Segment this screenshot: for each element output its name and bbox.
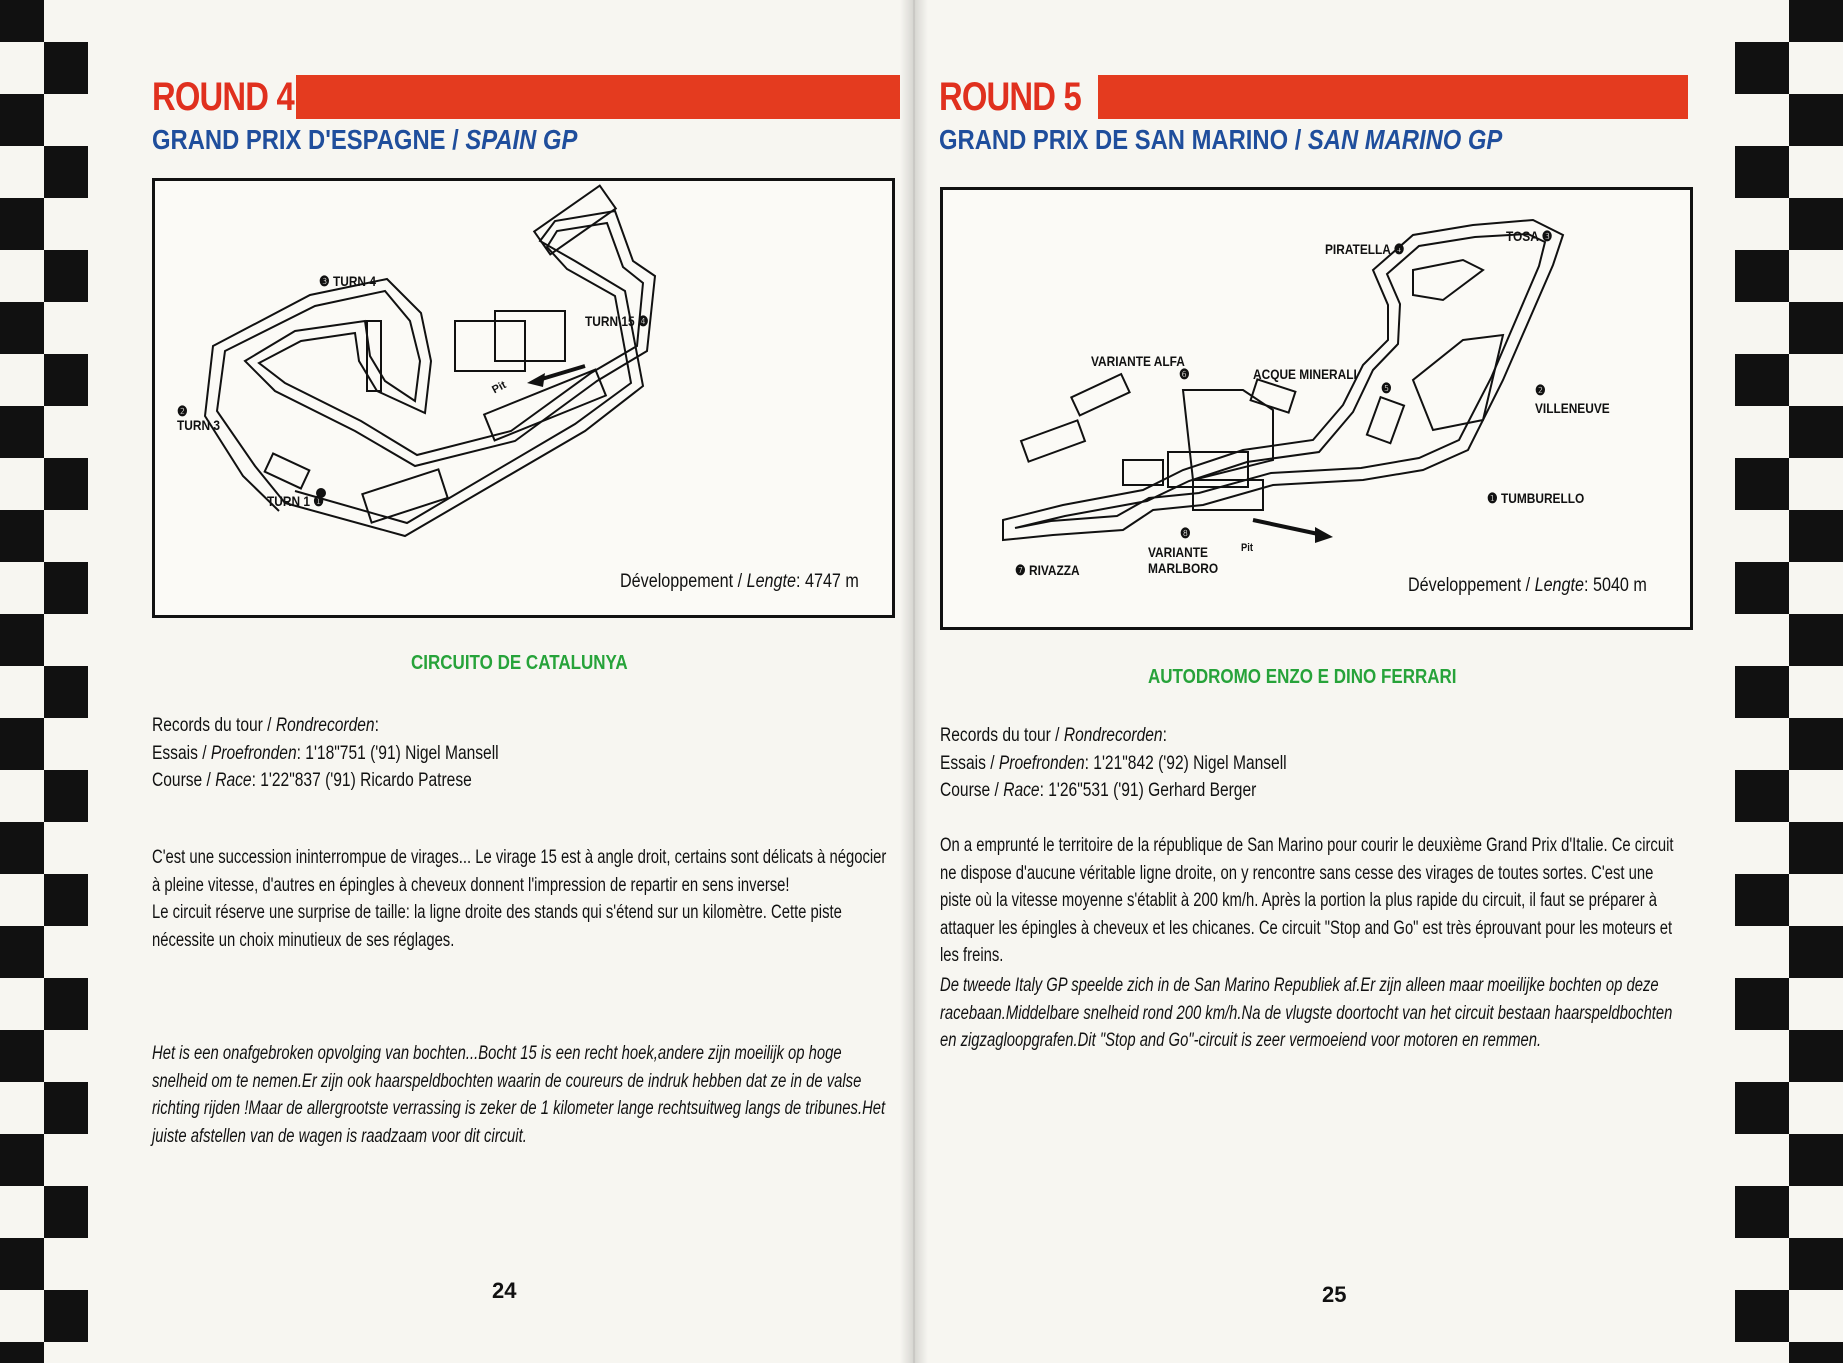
checker-square [1789, 302, 1843, 354]
circuit-map-catalunya [152, 178, 895, 618]
circuit-name-right: AUTODROMO ENZO E DINO FERRARI [1148, 666, 1457, 688]
checker-square [0, 94, 44, 146]
label-turn3: TURN 3 [177, 417, 220, 433]
checker-square [1789, 510, 1843, 562]
label-pit: Pit [490, 379, 509, 397]
checker-square [1735, 666, 1789, 718]
track-drawing [155, 181, 892, 615]
course-line-right [940, 777, 1287, 805]
round-header [152, 72, 325, 122]
checker-square [44, 874, 88, 926]
label-variante-alfa: VARIANTE ALFA [1091, 353, 1185, 369]
label-alfa-number: ❻ [1179, 366, 1190, 382]
checker-square [44, 458, 88, 510]
checker-square [1735, 1186, 1789, 1238]
checker-square [1789, 1238, 1843, 1290]
development-length-right [1408, 575, 1647, 597]
checker-square [0, 302, 44, 354]
gp-title-en-right: SAN MARINO GP [1307, 124, 1503, 155]
course-label: Course / [152, 770, 211, 791]
gp-title-fr: GRAND PRIX D'ESPAGNE / [152, 124, 459, 155]
checker-square [44, 1186, 88, 1238]
checker-square [1735, 146, 1789, 198]
records-title-right: Records du tour / [940, 725, 1060, 746]
records-title-nl: Rondrecorden [275, 715, 375, 736]
checkered-border-left [0, 0, 88, 1363]
essais-value-right: : 1'21"842 ('92) Nigel Mansell [1084, 752, 1287, 774]
essais-label: Essais / [152, 742, 207, 764]
description-fr: C'est une succession ininterrompue de virages... Le virage 15 est à angle droit, certains sont délicats à négocier à pleine vitesse, d'autres en épingles à cheveux donnent l'impression de repartir en sens inverse! Le circuit réserve une surprise de taille: la ligne droite des stands qui s'étend sur un kilomètre. Cette piste nécessite un choix minutieux de ses réglages. [152, 847, 887, 951]
round-number-right: ROUND 5 [939, 74, 1081, 119]
label-turn3-number: ❷ [177, 403, 188, 419]
course-value-right: : 1'26"531 ('91) Gerhard Berger [1039, 780, 1257, 801]
checker-square [44, 146, 88, 198]
description-fr-right: On a emprunté le territoire de la république de San Marino pour courir le deuxième Grand Prix d'Italie. Ce circuit ne dispose d'aucune véritable ligne droite, on y rencontre sans cesse des virages de toutes sortes. C'est une piste où la vitesse moyenne s'établit à 200 km/h. Après la portion la plus rapide du circuit, il faut se préparer à attaquer les épingles à cheveux et les chicanes. Ce circuit "Stop and Go" est très éprouvant pour les moteurs et les freins. [940, 835, 1674, 966]
checker-square [1789, 718, 1843, 770]
checker-square [1735, 42, 1789, 94]
label-marlboro-number: ❽ [1180, 525, 1191, 541]
checker-square [44, 354, 88, 406]
gp-title-fr-right: GRAND PRIX DE SAN MARINO / [939, 124, 1302, 155]
gp-title-en: SPAIN GP [465, 124, 578, 155]
checker-square [1735, 978, 1789, 1030]
checker-square [0, 1134, 44, 1186]
label-rivazza: ❼ RIVAZZA [1015, 562, 1080, 578]
checker-square [1789, 926, 1843, 978]
development-length [620, 571, 859, 593]
label-tamburello: ❶ TUMBURELLO [1487, 490, 1585, 506]
checker-square [0, 926, 44, 978]
circuit-name: CIRCUITO DE CATALUNYA [411, 652, 628, 674]
book-gutter [900, 0, 928, 1363]
essais-label-nl-right: Proefronden [998, 752, 1085, 774]
development-label: Développement / [620, 571, 743, 592]
development-label-right: Développement / [1408, 575, 1531, 596]
checker-square [1789, 1030, 1843, 1082]
course-label-right: Course / [940, 780, 999, 801]
gp-title [152, 124, 577, 156]
course-label-nl-right: Race [1003, 780, 1040, 801]
checker-square [1735, 1082, 1789, 1134]
label-variante-marlboro-2: MARLBORO [1148, 560, 1219, 576]
checker-square [1789, 1134, 1843, 1186]
checker-square [0, 614, 44, 666]
checker-square [1735, 458, 1789, 510]
checker-square [44, 250, 88, 302]
checker-square [1789, 1342, 1843, 1363]
label-turn1: TURN 1 ❶ [267, 493, 324, 509]
development-value-right: : 5040 m [1584, 575, 1647, 596]
page-number-left: 24 [492, 1278, 517, 1303]
checker-square [1735, 874, 1789, 926]
checker-square [1789, 94, 1843, 146]
checker-square [44, 666, 88, 718]
checker-square [0, 406, 44, 458]
circuit-map-imola [940, 187, 1693, 630]
checker-square [0, 510, 44, 562]
checker-square [1735, 354, 1789, 406]
essais-label-nl: Proefronden [210, 742, 297, 764]
checker-square [44, 1082, 88, 1134]
checker-square [1735, 770, 1789, 822]
checker-square [0, 0, 44, 42]
development-value: : 4747 m [796, 571, 859, 592]
checkered-border-right [1735, 0, 1843, 1363]
description-nl-right: De tweede Italy GP speelde zich in de San Marino Republiek af.Er zijn alleen maar moeilijke bochten op deze racebaan.Middelbare snelheid rond 200 km/h.Na de vlugste doortocht van het circuit bestaan haarspeldbochten en zigzagloopgrafen.Dit "Stop and Go"-circuit is zeer vermoeiend voor motoren en remmen. [940, 975, 1673, 1051]
checker-square [1789, 822, 1843, 874]
checker-square [0, 822, 44, 874]
label-turn4: ❸ TURN 4 [319, 273, 376, 289]
essais-label-right: Essais / [940, 752, 995, 774]
checker-square [1735, 1290, 1789, 1342]
essais-value: : 1'18"751 ('91) Nigel Mansell [296, 742, 499, 764]
checker-square [44, 978, 88, 1030]
label-acque-number: ❺ [1381, 380, 1392, 396]
round-number: ROUND 4 [152, 74, 294, 119]
label-variante-marlboro-1: VARIANTE [1148, 544, 1208, 560]
label-villeneuve-number: ❷ [1535, 382, 1546, 398]
label-pit-right: Pit [1241, 542, 1253, 554]
label-acque-minerali: ACQUE MINERALI [1253, 366, 1357, 382]
label-piratella: PIRATELLA ❹ [1325, 241, 1405, 257]
checker-square [44, 42, 88, 94]
course-line [152, 767, 499, 795]
page-number-right: 25 [1322, 1282, 1347, 1307]
checker-square [44, 1290, 88, 1342]
records-title: Records du tour / [152, 715, 272, 736]
records-title-line [152, 712, 499, 740]
checker-square [0, 1342, 44, 1363]
checker-square [0, 718, 44, 770]
records-title-line-right [940, 722, 1287, 750]
checker-square [44, 562, 88, 614]
checker-square [0, 1238, 44, 1290]
records-title-nl-right: Rondrecorden [1063, 725, 1163, 746]
gp-title-right [939, 124, 1502, 156]
course-value: : 1'22"837 ('91) Ricardo Patrese [251, 770, 472, 791]
round-header-bar [296, 75, 900, 119]
label-tosa: TOSA ❸ [1506, 228, 1553, 244]
course-label-nl: Race [215, 770, 252, 791]
checker-square [44, 770, 88, 822]
checker-square [0, 1030, 44, 1082]
round-header-bar-right [1098, 75, 1688, 119]
label-turn15: TURN 15 ❹ [585, 313, 649, 329]
checker-square [1789, 0, 1843, 42]
lap-records-right [940, 722, 1287, 805]
lap-records [152, 712, 499, 795]
label-villeneuve: VILLENEUVE [1535, 400, 1610, 416]
checker-square [1789, 198, 1843, 250]
development-label-nl: Lengte [746, 571, 797, 592]
essais-line [152, 740, 499, 768]
round-header-right [939, 72, 1112, 122]
checker-square [0, 198, 44, 250]
records-title-end: : [374, 715, 379, 736]
checker-square [1789, 406, 1843, 458]
checker-square [1735, 250, 1789, 302]
development-label-nl-right: Lengte [1534, 575, 1585, 596]
checker-square [1735, 562, 1789, 614]
description-nl: Het is een onafgebroken opvolging van bochten...Bocht 15 is een recht hoek,andere zijn moeilijk op hoge snelheid om te nemen.Er zijn ook haarspeldbochten waarin de coureurs de indruk hebben dat ze in de valse richting rijden !Maar de allergrootste verrassing is zeker de 1 kilometer lange rechtsuitweg langs de tribunes.Het juiste afstellen van de wagen is raadzaam voor dit circuit. [152, 1043, 886, 1147]
records-title-end-right: : [1162, 725, 1167, 746]
essais-line-right [940, 750, 1287, 778]
checker-square [1789, 614, 1843, 666]
